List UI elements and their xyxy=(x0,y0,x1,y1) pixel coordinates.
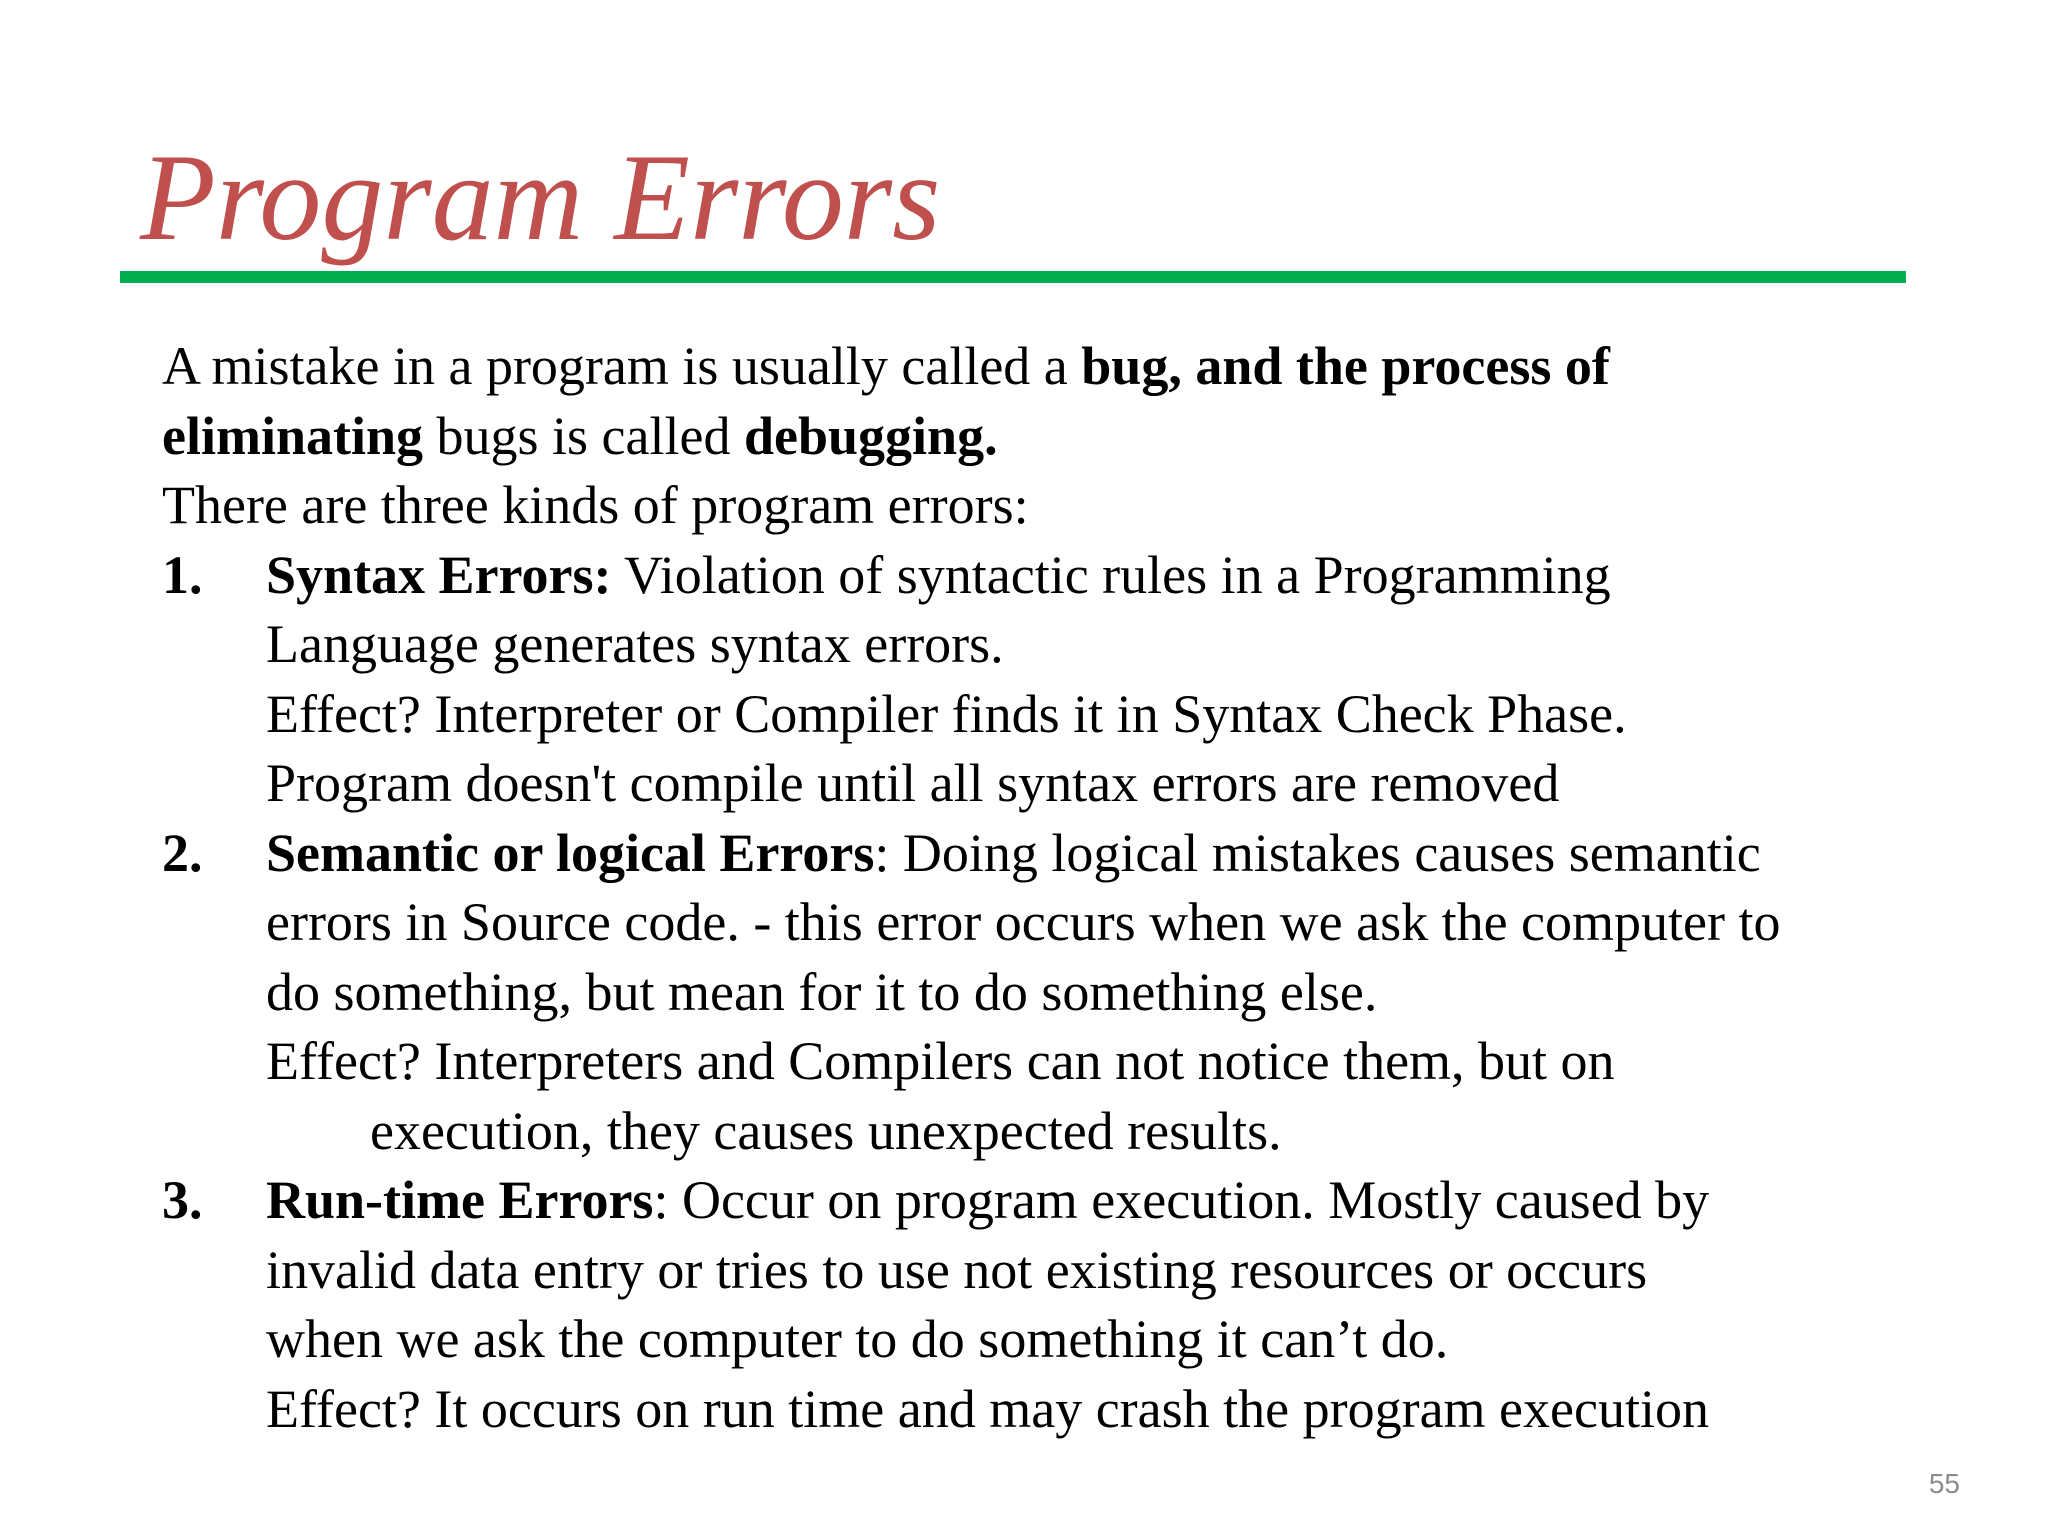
intro-bold-text: debugging. xyxy=(743,405,998,466)
list-item-line: when we ask the computer to do something it can’t do. xyxy=(266,1309,1449,1369)
list-item-semantic-errors xyxy=(162,819,1922,889)
list-item-heading: Semantic or logical Errors xyxy=(266,822,875,883)
page-number: 55 xyxy=(1928,1468,1960,1499)
list-item-line: Effect? Interpreters and Compilers can not notice them, but on xyxy=(266,1031,1615,1091)
list-item-text: : Doing logical mistakes causes semantic xyxy=(874,822,1761,883)
title-underline xyxy=(120,271,1906,283)
intro-bold-text: eliminating xyxy=(162,405,424,466)
intro-text: A mistake in a program is usually called a xyxy=(162,336,1082,396)
list-item-line: Program doesn't compile until all syntax errors are removed xyxy=(266,753,1560,813)
list-item-line: errors in Source code. - this error occurs when we ask the computer to xyxy=(266,892,1781,952)
list-number: 3. xyxy=(162,1170,203,1230)
list-item-runtime-errors xyxy=(162,1166,1922,1236)
list-item-line: execution, they causes unexpected results. xyxy=(370,1100,1282,1161)
list-item-line: invalid data entry or tries to use not existing resources or occurs xyxy=(266,1239,1648,1300)
list-item-text: : Occur on program execution. Mostly caused by xyxy=(653,1170,1710,1230)
intro-line-2 xyxy=(162,402,1922,472)
list-item-text: Violation of syntactic rules in a Programming xyxy=(611,544,1611,605)
list-number: 2. xyxy=(162,822,203,883)
slide-title: Program Errors xyxy=(140,129,941,266)
list-item-heading: Run-time Errors xyxy=(266,1170,654,1230)
list-item-line: do something, but mean for it to do something else. xyxy=(266,961,1378,1022)
intro-line-1 xyxy=(162,332,1922,402)
list-item-line: Effect? Interpreter or Compiler finds it in Syntax Check Phase. xyxy=(266,683,1627,744)
list-item-heading: Syntax Errors: xyxy=(266,544,612,605)
list-item-line: Effect? It occurs on run time and may crash the program execution xyxy=(266,1378,1709,1439)
list-item-syntax-errors xyxy=(162,541,1922,611)
intro-bold-text: bug, and the process of xyxy=(1081,336,1610,396)
slide-body xyxy=(162,332,1922,1444)
list-item-line: Language generates syntax errors. xyxy=(266,614,1004,674)
intro-line-3: There are three kinds of program errors: xyxy=(162,475,1029,535)
list-number: 1. xyxy=(162,544,203,605)
intro-text: bugs is called xyxy=(423,405,744,466)
